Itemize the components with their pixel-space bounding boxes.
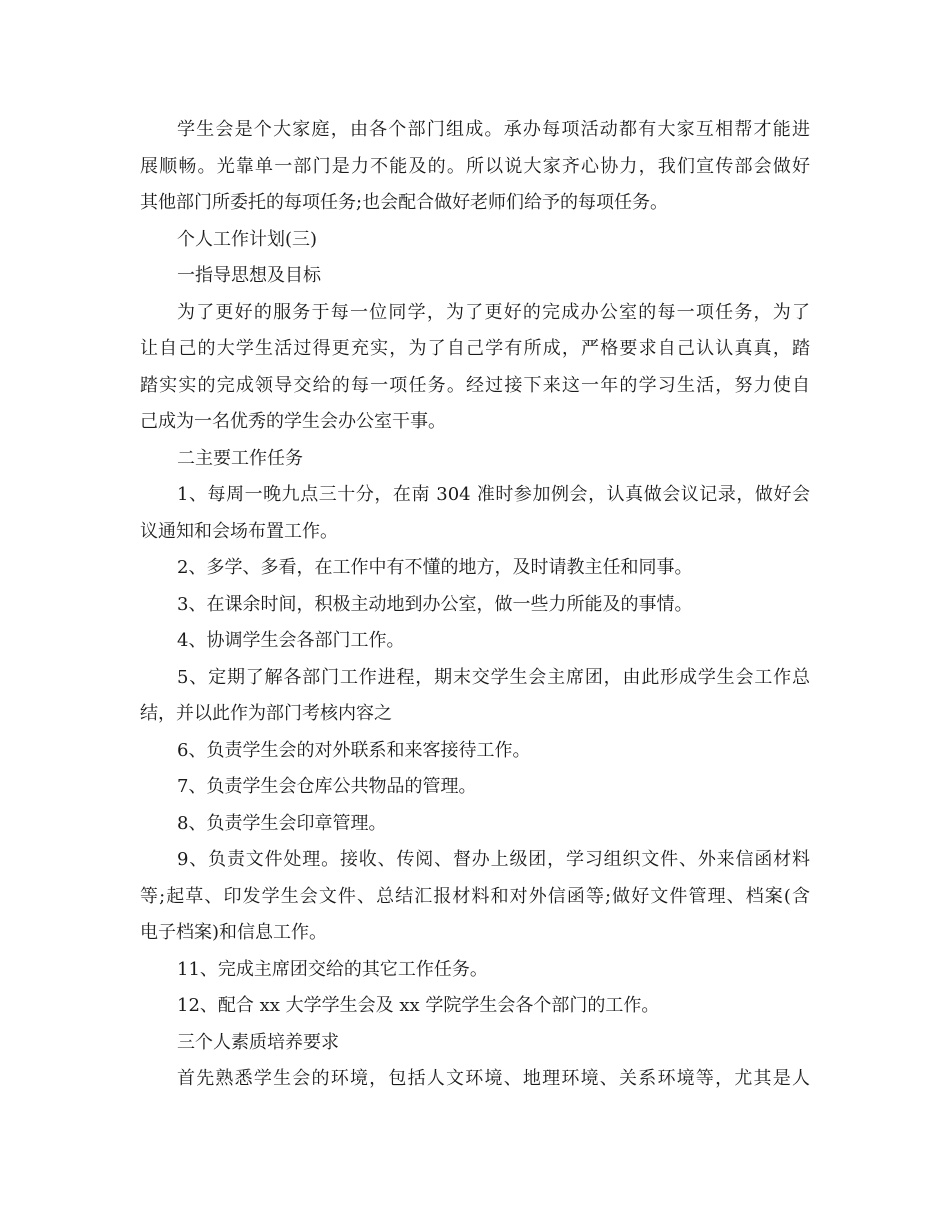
text-line: 11、完成主席团交给的其它工作任务。 [177,958,488,980]
text-line: 三个人素质培养要求 [177,1031,339,1053]
text-line: 4、协调学生会各部门工作。 [177,630,405,651]
text-line: 学生会是个大家庭，由各个部门组成。承办每项活动都有大家互相帮才能进 [177,119,810,140]
text-line: 首先熟悉学生会的环境，包括人文环境、地理环境、关系环境等，尤其是人 [177,1068,810,1089]
text-line: 8、负责学生会印章管理。 [177,812,387,834]
text-line: 展顺畅。光靠单一部门是力不能及的。所以说大家齐心协力，我们宣传部会做好 [140,155,810,177]
task-item-3 [140,587,810,624]
text-line: 等;起草、印发学生会文件、总结汇报材料和对外信函等;做好文件管理、档案(含 [140,885,810,907]
text-line: 6、负责学生会的对外联系和来客接待工作。 [177,739,531,761]
text-line: 3、在课余时间，积极主动地到办公室，做一些力所能及的事情。 [177,593,693,615]
task-item-1 [140,477,810,550]
text-line: 其他部门所委托的每项任务;也会配合做好老师们给予的每项任务。 [140,192,669,213]
text-line: 踏实实的完成领导交给的每一项任务。经过接下来这一年的学习生活，努力使自 [140,374,810,396]
section-title [140,222,810,259]
text-line: 5、定期了解各部门工作进程，期末交学生会主席团，由此形成学生会工作总 [177,666,810,688]
text-line: 2、多学、多看，在工作中有不懂的地方，及时请教主任和同事。 [177,557,693,578]
task-item-5 [140,660,810,733]
text-line: 12、配合 xx 大学学生会及 xx 学院学生会各个部门的工作。 [177,995,660,1016]
text-line: 1、每周一晚九点三十分，在南 304 准时参加例会，认真做会议记录，做好会 [177,484,810,505]
text-line: 议通知和会场布置工作。 [140,520,338,542]
task-item-2 [140,550,810,587]
text-line: 二主要工作任务 [177,447,303,469]
task-item-9 [140,842,810,952]
text-line: 为了更好的服务于每一位同学，为了更好的完成办公室的每一项任务，为了 [177,301,810,323]
task-item-7 [140,769,810,806]
task-item-4 [140,623,810,660]
text-line: 结，并以此作为部门考核内容之 [140,703,392,724]
section-heading-2 [140,441,810,478]
text-line: 让自己的大学生活过得更充实，为了自己学有所成，严格要求自己认认真真，踏 [140,338,810,359]
task-item-11 [140,952,810,989]
task-item-8 [140,806,810,843]
paragraph-intro [140,112,810,222]
text-line: 7、负责学生会仓库公共物品的管理。 [177,776,477,797]
section-heading-1 [140,258,810,295]
document-body [140,112,810,1098]
task-item-6 [140,733,810,770]
text-line: 电子档案)和信息工作。 [140,922,328,943]
text-line: 个人工作计划(三) [177,228,318,250]
text-line: 己成为一名优秀的学生会办公室干事。 [140,411,446,432]
paragraph-quality [140,1061,810,1098]
paragraph-goals [140,295,810,441]
task-item-12 [140,988,810,1025]
text-line: 一指导思想及目标 [177,265,321,286]
text-line: 9、负责文件处理。接收、传阅、督办上级团，学习组织文件、外来信函材料 [177,849,810,870]
section-heading-3 [140,1025,810,1062]
